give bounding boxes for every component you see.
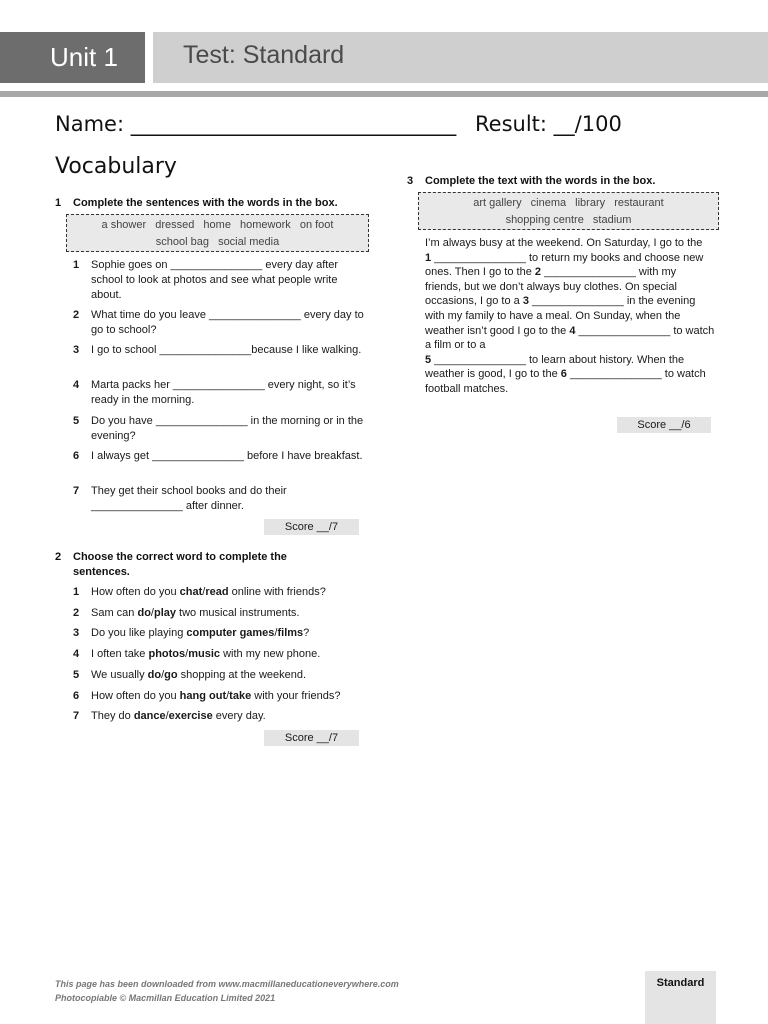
ex1-word: homework (240, 219, 291, 231)
gap-number: 1 (425, 251, 432, 264)
ex3-word: shopping centre (505, 214, 584, 226)
option-a[interactable]: hang out (179, 690, 227, 702)
paragraph-text: _______________ with my friends, but we don’t always buy clothes. On special occasions, I go to a (425, 266, 677, 308)
paragraph-text: _______________ to learn about history. When the weather is good, I go to the (425, 353, 685, 381)
ex3-paragraph (425, 236, 715, 397)
header-rule (0, 91, 768, 97)
ex2-heading (55, 550, 355, 580)
name-line (55, 112, 456, 136)
item-number: 6 (73, 690, 80, 702)
ex1-words-line1 (71, 217, 364, 234)
ex2-item (73, 606, 373, 621)
footer-text (55, 977, 399, 1005)
unit-label: Unit 1 (0, 32, 145, 83)
ex3-words-line1 (423, 195, 714, 212)
result-label: Result: (475, 112, 547, 136)
gap-number: 2 (534, 266, 542, 279)
paragraph-text: _______________ to watch a film or to a (425, 324, 715, 352)
ex3-instruction: Complete the text with the words in the box. (425, 175, 656, 187)
item-text: How often do you hang out/take with your friends? (91, 690, 341, 702)
ex3-word-box (418, 192, 719, 230)
name-label: Name: (55, 112, 125, 136)
paragraph-text: _______________ to return my books and choose new ones. Then I go to the (425, 251, 704, 279)
ex3-number: 3 (407, 175, 414, 187)
item-number: 6 (73, 450, 80, 462)
gap-number: 5 (425, 353, 432, 366)
gap-number: 4 (569, 324, 576, 337)
item-text: How often do you chat/read online with friends? (91, 586, 326, 598)
level-badge: Standard (645, 971, 716, 1024)
ex2-instruction: Choose the correct word to complete the sentences. (73, 551, 287, 578)
ex1-item (73, 258, 365, 303)
item-text: We usually do/go shopping at the weekend. (91, 669, 307, 681)
ex3-words-line2 (423, 212, 714, 229)
copyright-notice: Photocopiable © Macmillan Education Limited 2021 (55, 993, 276, 1003)
item-text: Do you have _______________ in the morning or in the evening? (91, 415, 364, 442)
option-b[interactable]: play (153, 607, 176, 619)
item-text: Marta packs her _______________ every night, so it’s ready in the morning. (91, 379, 356, 406)
ex3-word: library (575, 197, 606, 209)
ex1-words-line2 (71, 234, 364, 251)
gap-number: 6 (560, 368, 567, 381)
paragraph-text: _______________ in the evening with my family to have a meal. On Sunday, when the weather isn’t good I go to the (425, 295, 696, 337)
item-text: Do you like playing computer games/films? (91, 627, 310, 639)
option-a[interactable]: photos (148, 648, 186, 660)
option-a[interactable]: do (147, 669, 162, 681)
ex1-item (73, 414, 365, 444)
paragraph-text: I’m always busy at the weekend. On Saturday, I go to the (425, 237, 703, 249)
ex1-word: on foot (299, 219, 334, 231)
item-number: 5 (73, 415, 80, 427)
ex1-word: social media (218, 236, 280, 248)
ex1-word: a shower (101, 219, 147, 231)
ex2-item (73, 647, 373, 662)
test-title: Test: Standard (153, 32, 768, 83)
item-number: 1 (73, 586, 80, 598)
result-value: __/100 (553, 112, 622, 136)
option-b[interactable]: read (205, 586, 229, 598)
ex1-heading (55, 196, 375, 211)
section-title: Vocabulary (55, 154, 177, 179)
gap-number: 3 (522, 295, 529, 308)
paragraph-text: _______________ to watch football matches. (425, 368, 706, 395)
option-a[interactable]: chat (179, 586, 203, 598)
item-text: They do dance/exercise every day. (91, 710, 266, 722)
item-number: 7 (73, 485, 80, 497)
ex1-item (73, 449, 365, 464)
ex3-heading (407, 174, 717, 189)
ex2-item (73, 585, 373, 600)
item-number: 4 (73, 379, 80, 391)
ex2-item (73, 709, 373, 724)
ex1-score: Score __/7 (264, 519, 359, 535)
ex1-word: school bag (155, 236, 209, 248)
item-text: Sophie goes on _______________ every day after school to look at photos and see what people write about. (91, 259, 339, 301)
item-number: 2 (73, 309, 80, 321)
item-number: 7 (73, 710, 80, 722)
name-blank: _______________________________ (130, 112, 457, 136)
option-b[interactable]: take (229, 690, 252, 702)
item-number: 3 (73, 344, 80, 356)
ex1-instruction: Complete the sentences with the words in the box. (73, 197, 338, 209)
item-number: 5 (73, 669, 80, 681)
option-b[interactable]: go (164, 669, 178, 681)
item-text: What time do you leave _______________ every day to go to school? (91, 309, 364, 336)
ex1-item (73, 308, 365, 338)
download-notice: This page has been downloaded from www.macmillaneducationeverywhere.com (55, 979, 399, 989)
ex1-word-box (66, 214, 369, 252)
ex1-word: dressed (155, 219, 195, 231)
option-a[interactable]: dance (133, 710, 166, 722)
option-b[interactable]: exercise (168, 710, 213, 722)
ex1-word: home (203, 219, 231, 231)
item-text: They get their school books and do their _______________ after dinner. (91, 485, 287, 512)
item-text: I go to school _______________because I like walking. (91, 344, 362, 356)
ex1-item (73, 343, 365, 358)
item-number: 2 (73, 607, 80, 619)
item-number: 4 (73, 648, 80, 660)
ex3-word: stadium (592, 214, 632, 226)
ex2-item (73, 689, 373, 704)
ex1-item (73, 484, 365, 514)
ex2-score: Score __/7 (264, 730, 359, 746)
item-number: 1 (73, 259, 80, 271)
ex2-number: 2 (55, 551, 62, 563)
option-b[interactable]: music (188, 648, 221, 660)
ex3-word: cinema (530, 197, 567, 209)
item-text: I often take photos/music with my new phone. (91, 648, 321, 660)
option-a[interactable]: computer games (186, 627, 275, 639)
ex2-item (73, 668, 373, 683)
ex3-word: art gallery (473, 197, 522, 209)
item-text: Sam can do/play two musical instruments. (91, 607, 300, 619)
ex1-number: 1 (55, 197, 62, 209)
ex1-item (73, 378, 365, 408)
ex2-item (73, 626, 373, 641)
ex3-score: Score __/6 (617, 417, 711, 433)
option-a[interactable]: do (137, 607, 151, 619)
option-b[interactable]: films (277, 627, 304, 639)
ex3-word: restaurant (614, 197, 664, 209)
item-text: I always get _______________ before I have breakfast. (91, 450, 363, 462)
item-number: 3 (73, 627, 80, 639)
result-line (475, 112, 622, 136)
